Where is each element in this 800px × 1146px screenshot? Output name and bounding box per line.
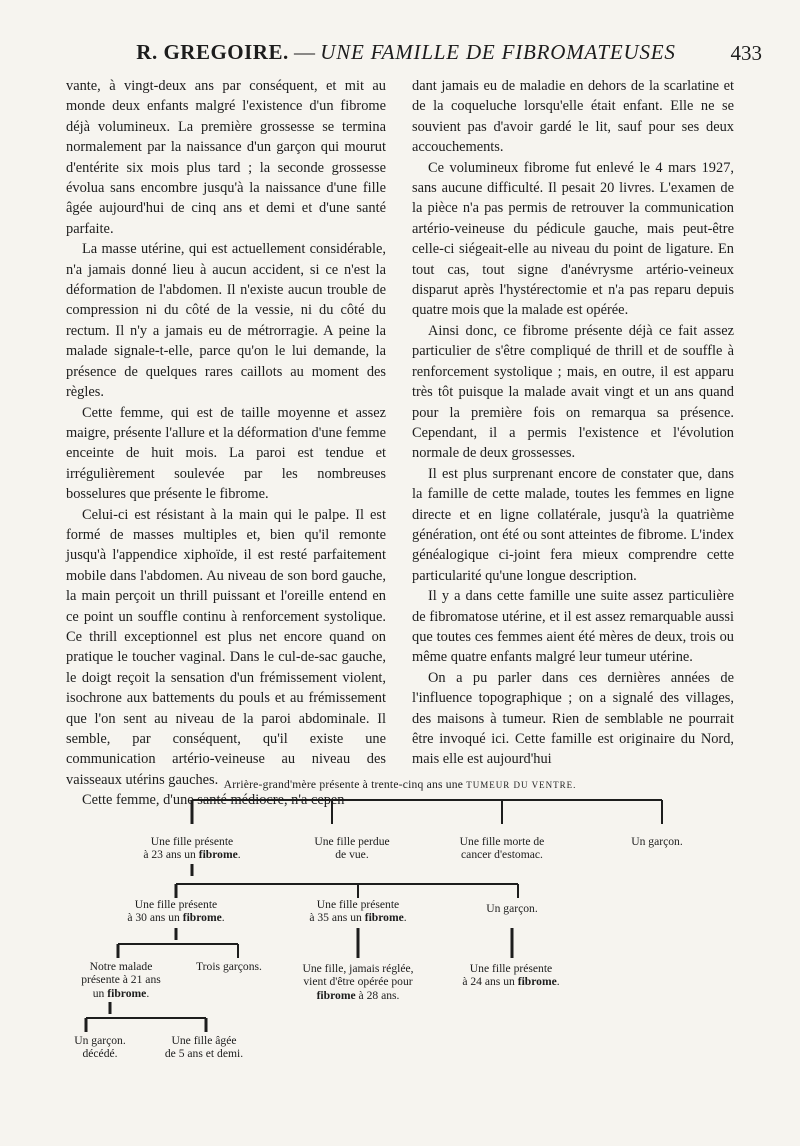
paragraph: La masse utérine, qui est actuellement considérable, n'a jamais donné lieu à aucun accident, si ce n'est la déformation de l'abdomen. Il n'existe aucun trouble de compression ni du côté de la vessie, ni du côté du rectum. Il n'y a jamais eu de métrorragie. A peine la malade signale-t-elle, parce qu'on le lui demande, la présence de quelques rares caillots au moment des règles. bbox=[66, 241, 386, 401]
node-line: Notre malade bbox=[89, 960, 153, 973]
node-bold-text: fibrome bbox=[107, 986, 147, 1000]
node-daughter-operated bbox=[283, 962, 433, 1002]
genealogy-root-smallcaps: TUMEUR DU VENTRE. bbox=[466, 780, 577, 790]
node-bold-text: fibrome bbox=[364, 911, 404, 925]
node-daughter-lost bbox=[282, 835, 422, 862]
node-text: à 24 ans un bbox=[462, 975, 515, 989]
node-bold-text: fibrome bbox=[316, 988, 356, 1002]
node-bold-text: fibrome bbox=[182, 911, 222, 925]
node-text: à 30 ans un bbox=[127, 911, 180, 925]
node-line: Un garçon. bbox=[74, 1034, 126, 1047]
node-line: décédé. bbox=[82, 1047, 118, 1061]
node-boy-deceased bbox=[60, 1034, 140, 1061]
paragraph: Il y a dans cette famille une suite assez particulière de fibromatose utérine, et il est assez remarquable aussi que toutes ces femmes aient été mères de deux, trois ou même quatre enfants malgré leur tumeur utérine. bbox=[412, 588, 734, 666]
paragraph: Il est plus surprenant encore de constater que, dans la famille de cette malade, toutes les femmes en ligne directe et en ligne collatérale, jusqu'à la quatrième génération, ont été ou sont atteintes de fibrome. L'index généalogique ci-joint fera mieux comprendre cette particularité qu'une longue description. bbox=[412, 465, 734, 584]
paragraph: dant jamais eu de maladie en dehors de la scarlatine et de la coqueluche lorsqu'elle était enfant. Elle ne se souvient pas d'avoir gardé le lit, sauf pour ses deux accouchements. bbox=[412, 78, 734, 156]
node-line bbox=[96, 911, 256, 924]
node-bold-text: fibrome bbox=[517, 975, 557, 989]
node-line: Un garçon. bbox=[486, 902, 538, 915]
node-daughter-fibrome-30 bbox=[96, 898, 256, 925]
genealogy-root-text: Arrière-grand'mère présente à trente-cinq ans une bbox=[223, 778, 464, 791]
node-daughter-cancer bbox=[432, 835, 572, 862]
node-text: . bbox=[146, 986, 150, 1000]
node-line bbox=[283, 911, 433, 924]
node-text: . bbox=[403, 911, 407, 925]
node-line: Une fille perdue bbox=[314, 835, 390, 848]
node-text: . bbox=[221, 911, 225, 925]
node-text: à 35 ans un bbox=[309, 911, 362, 925]
node-text: à 28 ans. bbox=[355, 988, 400, 1002]
paragraph: Cette femme, qui est de taille moyenne et assez maigre, présente l'allure et la déformation d'une femme enceinte de huit mois. La paroi est tendue et irrégulièrement soulevée par les nombreuses bosselures que présente le fibrome. bbox=[66, 404, 386, 503]
node-line: Une fille présente bbox=[134, 898, 218, 911]
node-line: présente à 21 ans bbox=[81, 973, 161, 987]
paragraph: Ainsi donc, ce fibrome présente déjà ce fait assez particulier de s'être compliqué de thrill et de souffle à renforcement systolique ; mais, en outre, il est apparu très tôt puisque la malade avait vingt et un ans quand pour la première fois on remarqua sa présence. Cependant, il a permis l'existence et l'évolution normale de deux grossesses. bbox=[412, 322, 734, 462]
header-dash: — bbox=[293, 40, 315, 64]
node-line: Un garçon. bbox=[631, 835, 683, 848]
node-daughter-fibrome-35 bbox=[283, 898, 433, 925]
node-line: vient d'être opérée pour bbox=[303, 975, 413, 989]
node-line: Une fille, jamais réglée, bbox=[302, 962, 414, 975]
node-girl-5-years bbox=[148, 1034, 260, 1061]
node-text: . bbox=[237, 848, 241, 862]
node-line: Une fille présente bbox=[469, 962, 553, 975]
node-text: à 23 ans un bbox=[143, 848, 196, 862]
paragraph: On a pu parler dans ces dernières années de l'influence topographique ; on a signalé des villages, des maisons à tumeur. Rien de semblable ne pourrait être invoqué ici. Cette famille est originaire du Nord, mais elle est aujourd'hui bbox=[412, 669, 734, 768]
node-line bbox=[56, 987, 186, 1000]
node-text: . bbox=[556, 975, 560, 989]
node-son-gen3 bbox=[462, 902, 562, 915]
node-son-gen2 bbox=[592, 835, 722, 848]
node-line: cancer d'estomac. bbox=[461, 848, 543, 862]
node-line: de 5 ans et demi. bbox=[164, 1047, 244, 1061]
article-title: UNE FAMILLE DE FIBROMATEUSES bbox=[320, 40, 676, 64]
node-line: Une fille présente bbox=[150, 835, 234, 848]
author-name: R. GREGOIRE. bbox=[136, 40, 289, 64]
node-line bbox=[112, 848, 272, 861]
paragraph: vante, à vingt-deux ans par conséquent, et mit au monde deux enfants malgré l'existence d'un fibrome déjà volumineux. La première grossesse se termina normalement par la naissance d'un garçon qui mourut d'entérite six mois plus tard ; la seconde grossesse évolua sans encombre jusqu'à la naissance d'une fille âgée aujourd'hui de cinq ans et demi et d'une santé parfaite. bbox=[66, 78, 386, 237]
node-line: Trois garçons. bbox=[196, 960, 262, 973]
node-line: Une fille morte de bbox=[459, 835, 545, 848]
node-daughter-fibrome-23 bbox=[112, 835, 272, 862]
node-bold-text: fibrome bbox=[198, 848, 238, 862]
page-number: 433 bbox=[730, 41, 762, 65]
paragraph: Cette femme, d'une santé médiocre, n'a cepen- bbox=[82, 792, 350, 809]
paragraph: Ce volumineux fibrome fut enlevé le 4 mars 1927, sans aucune difficulté. Il pesait 20 livres. L'examen de la pièce n'a pas permis de retrouver la communication artério-veineuse du pédicule gauche, mais peut-être celle-ci siégeait-elle au niveau du point de ligature. En tout cas, tout signe d'anévrysme artério-veineux disparut après l'hystérectomie et n'a pas reparu depuis quatre mois que la malade est opérée. bbox=[412, 159, 734, 319]
node-text: un bbox=[92, 986, 105, 1000]
node-line: de vue. bbox=[335, 848, 369, 862]
node-line bbox=[283, 989, 433, 1002]
node-patient bbox=[56, 960, 186, 1000]
node-daughter-fibrome-24 bbox=[446, 962, 576, 989]
node-line: Une fille présente bbox=[316, 898, 400, 911]
node-line: Une fille âgée bbox=[171, 1034, 237, 1047]
node-line bbox=[446, 975, 576, 988]
paragraph: Celui-ci est résistant à la main qui le palpe. Il est formé de masses multiples et, bien qu'il remonte jusqu'à l'appendice xiphoïde, il est resté parfaitement mobile dans l'abdomen. Au niveau de son bord gauche, la main perçoit un thrill puissant et l'oreille entend en ce point un souffle continu à renforcement systolique. Ce thrill exceptionnel est plus net encore quand on pratique le toucher vaginal. Dans le cul-de-sac gauche, le doigt reçoit la sensation d'un frémissement violent, isochrone aux battements du pouls et au frémissement que l'on sent au niveau de la paroi abdominale. Il semble, par conséquent, qu'il existe une communication artério-veineuse au niveau des vaisseaux utérins gauches. bbox=[66, 506, 386, 788]
